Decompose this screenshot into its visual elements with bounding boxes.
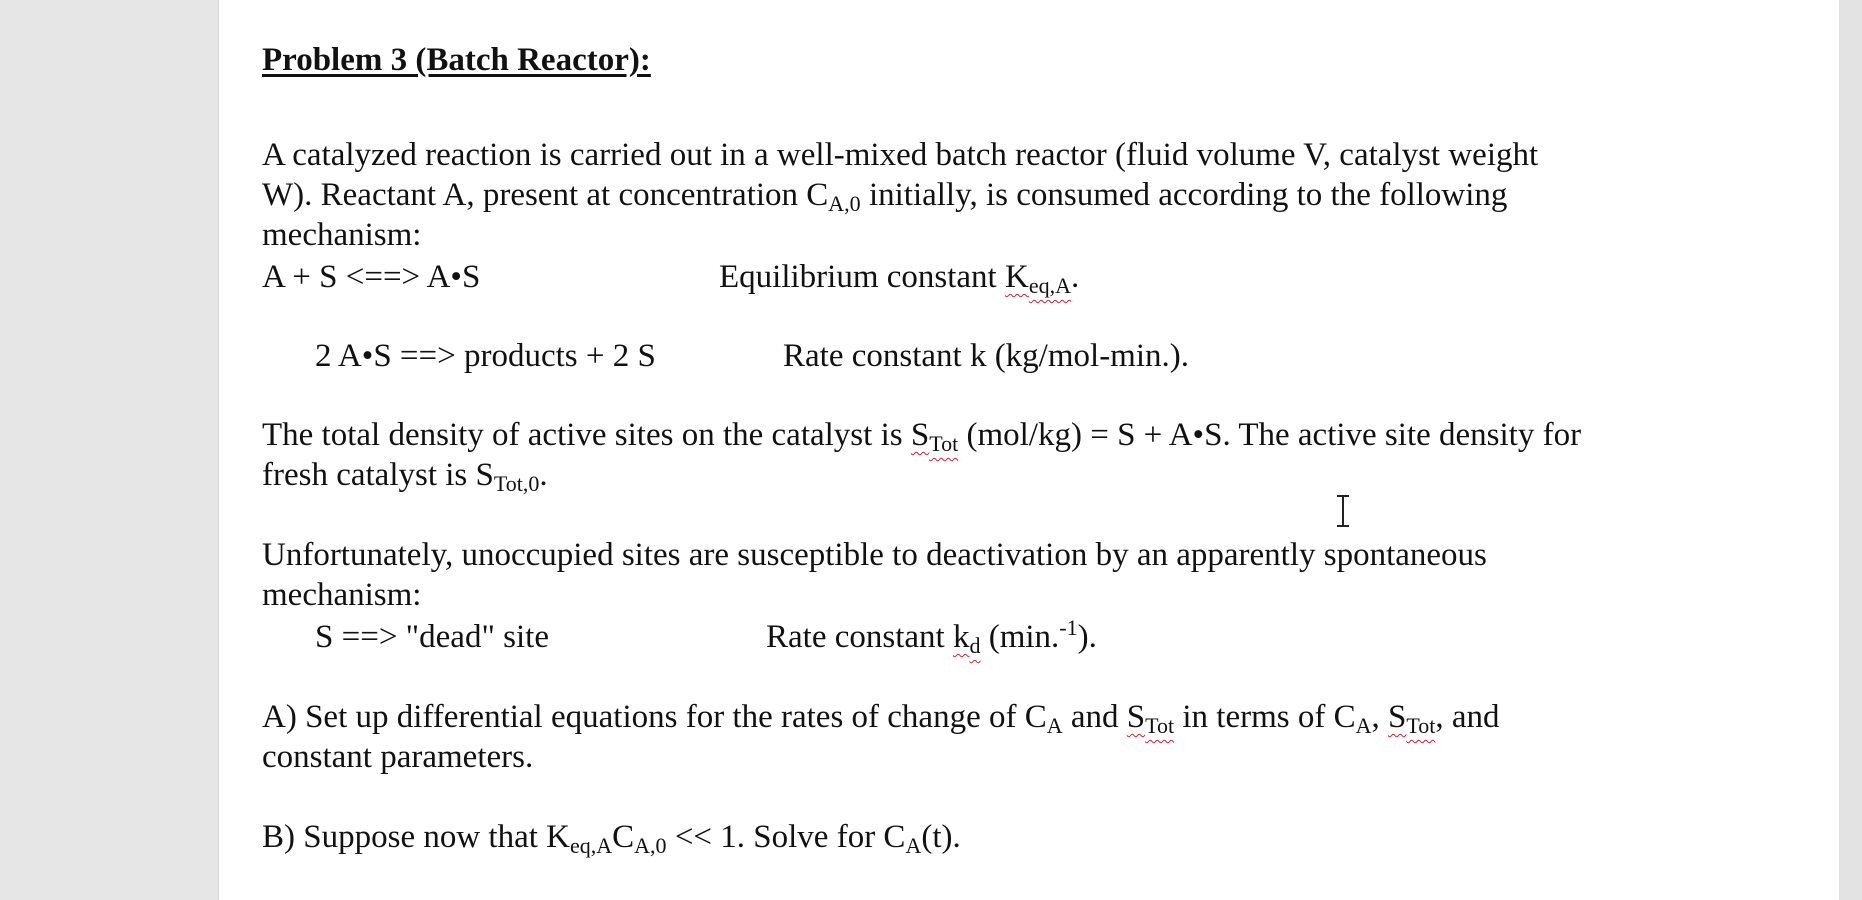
paragraph3-line2: mechanism:	[262, 577, 422, 613]
mechanism3-reaction: S ==> "dead" site	[315, 619, 549, 655]
mechanism3-description: Rate constant $k_d$ (min.$^{-1}$).	[766, 615, 1097, 658]
text-cursor-ibeam-icon	[1337, 495, 1349, 527]
right-scrollbar-area[interactable]	[1839, 0, 1862, 900]
problem-title: Problem 3 (Batch Reactor):	[262, 42, 651, 78]
paragraph2-line1: The total density of active sites on the catalyst is $S_{Tot}$ (mol/kg) = S + A•S. The active site density for	[262, 417, 1582, 456]
paragraph1-line3: mechanism:	[262, 217, 422, 253]
mechanism1-description: Equilibrium constant $K_{eq,A}$.	[719, 259, 1080, 298]
mechanism2-reaction: 2 A•S ==> products + 2 S	[315, 338, 656, 374]
mechanism2-description: Rate constant k (kg/mol-min.).	[783, 338, 1190, 374]
part-a-line1: A) Set up differential equations for the rates of change of $C_A$ and $S_{Tot}$ in terms of $C_A$, $S_{Tot}$, and	[262, 699, 1500, 738]
part-a-line2: constant parameters.	[262, 739, 534, 775]
paragraph2-line2: fresh catalyst is $S_{Tot,0}$.	[262, 457, 548, 496]
paragraph1-line1: A catalyzed reaction is carried out in a well-mixed batch reactor (fluid volume V, catalyst weight	[262, 137, 1539, 173]
part-b-line1: B) Suppose now that $K_{eq,A}C_{A,0} << 1$. Solve for $C_A(t)$.	[262, 819, 961, 858]
mechanism1-reaction: A + S <==> A•S	[262, 259, 481, 295]
paragraph3-line1: Unfortunately, unoccupied sites are susceptible to deactivation by an apparently spontaneous	[262, 537, 1487, 573]
paragraph1-line2: W). Reactant A, present at concentration $C_{A,0}$ initially, is consumed according to the following	[262, 177, 1508, 216]
